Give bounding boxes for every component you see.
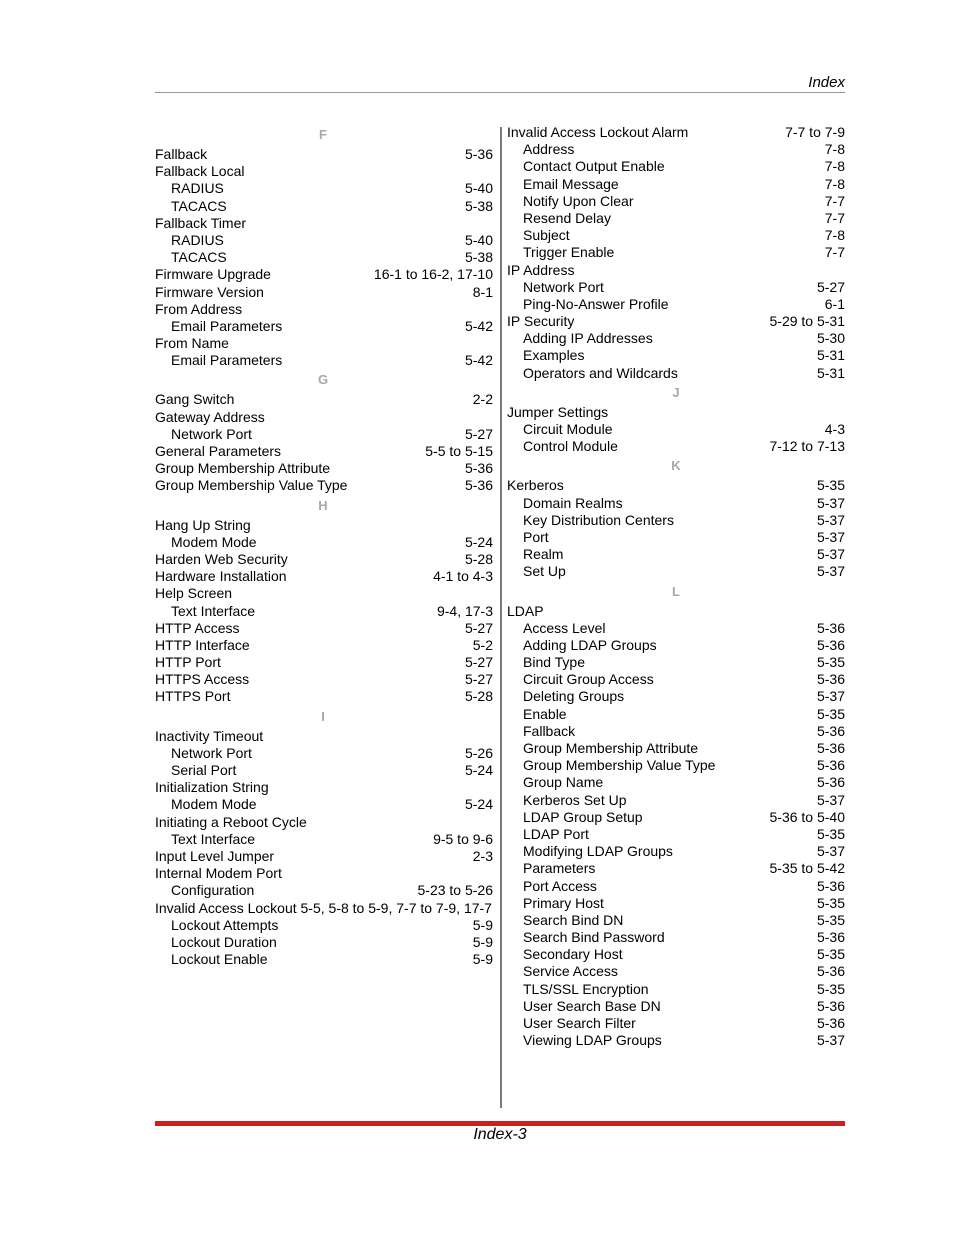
index-page-ref: 5-29 to 5-31 xyxy=(769,313,845,330)
index-term: IP Security xyxy=(507,313,575,330)
section-letter: K xyxy=(671,458,681,474)
index-page-ref: 5-42 xyxy=(464,317,493,334)
index-page-ref: 5-27 xyxy=(816,278,845,295)
index-entry xyxy=(507,477,845,494)
index-subentry xyxy=(507,843,845,860)
index-entry xyxy=(155,568,493,585)
index-term: Modem Mode xyxy=(171,533,257,550)
index-subentry xyxy=(507,688,845,705)
index-term: Modem Mode xyxy=(171,796,257,813)
index-page-ref: 5-37 xyxy=(816,546,845,563)
index-term: Circuit Group Access xyxy=(523,671,654,688)
index-subentry xyxy=(507,774,845,791)
index-page-ref: 7-7 xyxy=(824,244,845,261)
index-term: From Name xyxy=(155,335,229,352)
index-subentry xyxy=(155,762,493,779)
index-subentry xyxy=(507,981,845,998)
index-subentry xyxy=(507,878,845,895)
index-term: From Address xyxy=(155,300,243,317)
index-term: TACACS xyxy=(171,249,227,266)
index-subentry xyxy=(155,426,493,443)
index-page-ref: 5-37 xyxy=(816,511,845,528)
index-term: Operators and Wildcards xyxy=(523,364,678,381)
index-term: Adding LDAP Groups xyxy=(523,636,657,653)
index-entry xyxy=(155,551,493,568)
index-term: HTTPS Access xyxy=(155,671,250,688)
index-page-ref: 5-37 xyxy=(816,563,845,580)
index-page-ref: 5-9 xyxy=(472,951,493,968)
index-page-ref: 5-35 xyxy=(816,654,845,671)
index-term: Group Membership Attribute xyxy=(155,460,331,477)
index-term: Modifying LDAP Groups xyxy=(523,843,673,860)
index-term: TLS/SSL Encryption xyxy=(523,980,649,997)
index-term: Access Level xyxy=(523,619,606,636)
index-page-ref: 5-27 xyxy=(464,425,493,442)
index-subentry xyxy=(155,198,493,215)
index-subentry xyxy=(507,809,845,826)
index-term: Gang Switch xyxy=(155,391,235,408)
index-term: Ping-No-Answer Profile xyxy=(523,295,669,312)
index-term: HTTPS Port xyxy=(155,688,231,705)
index-term: Firmware Version xyxy=(155,283,264,300)
index-page-ref: 5-37 xyxy=(816,688,845,705)
index-entry xyxy=(507,124,845,141)
index-term: Initiating a Reboot Cycle xyxy=(155,813,307,830)
index-page-ref: 5-26 xyxy=(464,744,493,761)
index-page-ref: 5-28 xyxy=(464,688,493,705)
index-subentry xyxy=(507,860,845,877)
index-term: Group Membership Attribute xyxy=(523,740,699,756)
index-page-ref: 5-35 xyxy=(816,477,845,494)
index-term: Lockout Duration xyxy=(171,933,277,950)
index-subentry xyxy=(155,917,493,934)
index-term: Circuit Module xyxy=(523,421,613,437)
index-term: Serial Port xyxy=(171,762,237,778)
header-rule xyxy=(155,92,845,93)
index-term: Search Bind DN xyxy=(523,911,624,928)
index-term: RADIUS xyxy=(171,180,224,197)
index-page-ref: 5-37 xyxy=(816,528,845,545)
index-subentry xyxy=(507,279,845,296)
index-term: Resend Delay xyxy=(523,209,611,226)
index-page-ref: 4-1 to 4-3 xyxy=(433,568,493,585)
index-term: Input Level Jumper xyxy=(155,847,275,864)
index-page-ref: 5-5 to 5-15 xyxy=(425,443,493,459)
index-entry xyxy=(507,603,845,620)
index-term: Group Membership Value Type xyxy=(155,477,348,494)
index-page-ref: 5-9 xyxy=(472,916,493,933)
index-page-ref: 5-36 xyxy=(464,477,493,494)
index-term: Deleting Groups xyxy=(523,688,625,705)
index-page-ref: 5-35 to 5-42 xyxy=(769,860,845,877)
index-subentry xyxy=(155,249,493,266)
header-title: Index xyxy=(808,74,845,91)
index-subentry xyxy=(155,831,493,848)
index-entry xyxy=(155,728,493,745)
index-entry xyxy=(155,848,493,865)
index-subentry xyxy=(507,330,845,347)
section-letter: J xyxy=(672,384,680,400)
index-term: Parameters xyxy=(523,860,596,877)
index-term: Domain Realms xyxy=(523,494,623,511)
index-page-ref: 7-12 to 7-13 xyxy=(769,438,845,455)
index-page-ref: 5-9 xyxy=(472,933,493,950)
index-page-ref: 5-40 xyxy=(464,231,493,248)
index-subentry xyxy=(507,158,845,175)
index-page-ref: 5-38 xyxy=(464,249,493,266)
index-subentry xyxy=(507,512,845,529)
column-divider xyxy=(500,127,502,1108)
index-page-ref: 7-7 to 7-9 xyxy=(785,124,845,140)
index-page-ref: 5-36 xyxy=(816,757,845,774)
index-entry xyxy=(155,284,493,301)
index-entry xyxy=(155,517,493,534)
index-term: Port xyxy=(523,528,549,545)
section-letter: L xyxy=(672,583,680,599)
index-entry xyxy=(155,266,493,283)
index-column-right xyxy=(507,124,845,1049)
index-term: Trigger Enable xyxy=(523,244,615,261)
index-subentry xyxy=(507,757,845,774)
index-term: Email Parameters xyxy=(171,317,283,334)
index-subentry xyxy=(507,244,845,261)
index-term: LDAP Port xyxy=(523,825,589,842)
index-page-ref: 7-8 xyxy=(824,158,845,175)
index-term: Key Distribution Centers xyxy=(523,511,674,528)
index-subentry xyxy=(155,534,493,551)
section-letter: F xyxy=(319,127,327,142)
index-entry xyxy=(155,409,493,426)
index-page-ref: 5-31 xyxy=(816,364,845,381)
index-page-ref: 5-23 to 5-26 xyxy=(417,882,493,899)
index-entry xyxy=(155,865,493,882)
index-page-ref: 5-36 xyxy=(464,146,493,162)
index-page-ref: 5-36 xyxy=(816,774,845,791)
index-term: General Parameters xyxy=(155,443,282,459)
index-page-ref: 5-30 xyxy=(816,330,845,347)
index-subentry xyxy=(155,603,493,620)
index-term: Primary Host xyxy=(523,894,604,911)
index-page-ref: 5-36 xyxy=(816,877,845,894)
index-page-ref: 5-24 xyxy=(464,796,493,813)
index-entry xyxy=(155,671,493,688)
index-subentry xyxy=(507,723,845,740)
index-subentry xyxy=(155,882,493,899)
index-column-left xyxy=(155,124,493,968)
index-page-ref: 5-42 xyxy=(464,352,493,369)
index-entry xyxy=(155,391,493,408)
index-term: Port Access xyxy=(523,877,597,894)
index-page-ref: 5-36 xyxy=(816,997,845,1014)
index-page-ref: 5-35 xyxy=(816,980,845,997)
index-page-ref: 5-37 xyxy=(816,1032,845,1049)
index-entry xyxy=(155,146,493,163)
index-term: Text Interface xyxy=(171,830,256,847)
index-page-ref: 5-36 xyxy=(816,929,845,946)
section-letter: G xyxy=(317,372,329,388)
index-term: Network Port xyxy=(523,278,604,295)
index-page-ref: 8-1 xyxy=(472,283,493,300)
index-page-ref: 6-1 xyxy=(824,295,845,312)
index-entry xyxy=(155,654,493,671)
index-term: Email Parameters xyxy=(171,352,283,369)
index-term: Internal Modem Port xyxy=(155,865,282,882)
index-entry xyxy=(507,313,845,330)
index-page-ref: 5-35 xyxy=(816,825,845,842)
index-entry xyxy=(155,779,493,796)
index-term: Enable xyxy=(523,705,567,722)
index-subentry xyxy=(507,740,845,757)
index-subentry xyxy=(507,912,845,929)
index-term: Network Port xyxy=(171,425,252,442)
index-subentry xyxy=(507,563,845,580)
index-subentry xyxy=(507,1032,845,1049)
index-entry xyxy=(155,688,493,705)
index-term: Harden Web Security xyxy=(155,550,288,567)
index-entry xyxy=(155,900,493,917)
index-subentry xyxy=(507,706,845,723)
index-subentry xyxy=(507,998,845,1015)
index-term: Secondary Host xyxy=(523,946,623,963)
index-term: Configuration xyxy=(171,882,255,899)
index-term: HTTP Access xyxy=(155,619,240,636)
index-term: Examples xyxy=(523,347,585,364)
index-page-ref: 5-27 xyxy=(464,671,493,688)
index-term: Kerberos Set Up xyxy=(523,791,627,808)
index-subentry xyxy=(507,529,845,546)
index-term: Adding IP Addresses xyxy=(523,330,653,347)
index-subentry xyxy=(507,946,845,963)
index-term: RADIUS xyxy=(171,231,224,248)
index-page-ref: 2-2 xyxy=(472,391,493,408)
index-page-ref: 5-37 xyxy=(816,843,845,860)
index-page-ref: 5-36 xyxy=(816,1015,845,1031)
index-term: Notify Upon Clear xyxy=(523,192,634,209)
index-term: Subject xyxy=(523,227,570,244)
index-page-ref: 5-37 xyxy=(816,791,845,808)
index-subentry xyxy=(155,796,493,813)
index-subentry xyxy=(507,792,845,809)
index-page-ref: 5-35 xyxy=(816,894,845,911)
index-subentry xyxy=(507,929,845,946)
index-term: Gateway Address xyxy=(155,408,265,425)
index-page-ref: 5-38 xyxy=(464,197,493,214)
section-letter: H xyxy=(318,497,328,513)
index-page-ref: 5-24 xyxy=(464,762,493,778)
index-term: Bind Type xyxy=(523,654,586,671)
index-page-ref: 5-35 xyxy=(816,911,845,928)
index-entry xyxy=(155,620,493,637)
index-term: Hang Up String xyxy=(155,516,251,533)
index-term: HTTP Interface xyxy=(155,636,250,653)
index-term: Email Message xyxy=(523,175,619,192)
index-term: Viewing LDAP Groups xyxy=(523,1032,662,1049)
index-page-ref: 5-27 xyxy=(464,619,493,636)
index-subentry xyxy=(507,193,845,210)
index-term: Realm xyxy=(523,546,564,563)
index-term: IP Address xyxy=(507,261,575,278)
index-subentry xyxy=(507,365,845,382)
index-term: Control Module xyxy=(523,438,618,455)
index-term: Set Up xyxy=(523,563,566,580)
index-subentry xyxy=(507,963,845,980)
index-term: Hardware Installation xyxy=(155,568,287,585)
index-page-ref: 5-28 xyxy=(464,550,493,567)
index-term: Group Membership Value Type xyxy=(523,757,716,774)
index-subentry xyxy=(155,232,493,249)
index-page-ref: 5-36 xyxy=(816,963,845,980)
index-page-ref: 5-36 to 5-40 xyxy=(769,808,845,825)
index-term: Invalid Access Lockout Alarm xyxy=(507,124,689,140)
index-term: LDAP xyxy=(507,602,544,619)
index-term: Lockout Attempts xyxy=(171,916,279,933)
index-subentry xyxy=(507,438,845,455)
index-page-ref: 4-3 xyxy=(824,421,845,437)
index-subentry xyxy=(507,296,845,313)
index-term: Fallback Timer xyxy=(155,214,247,231)
index-page-ref: 5-36 xyxy=(816,740,845,756)
index-entry xyxy=(155,215,493,232)
index-entry xyxy=(507,404,845,421)
index-term: Kerberos xyxy=(507,477,564,494)
index-subentry xyxy=(507,620,845,637)
index-subentry xyxy=(155,934,493,951)
index-term: Fallback Local xyxy=(155,163,245,180)
index-page-ref: 5-36 xyxy=(464,460,493,477)
index-page-ref: 7-8 xyxy=(824,141,845,158)
index-entry xyxy=(507,262,845,279)
index-page-ref: 5-27 xyxy=(464,654,493,671)
index-term: Help Screen xyxy=(155,585,233,602)
index-term: Inactivity Timeout xyxy=(155,727,264,744)
section-letter: I xyxy=(321,708,325,724)
index-entry xyxy=(155,163,493,180)
index-page-ref: 7-7 xyxy=(824,209,845,226)
index-term: Search Bind Password xyxy=(523,929,665,946)
index-entry xyxy=(155,335,493,352)
index-term: Invalid Access Lockout 5-5, 5-8 to 5-9, 7-7 to 7-9, 17-7 xyxy=(155,899,492,916)
index-subentry xyxy=(507,227,845,244)
index-entry xyxy=(155,301,493,318)
index-subentry xyxy=(507,654,845,671)
index-page-ref: 2-3 xyxy=(472,847,493,864)
index-subentry xyxy=(507,495,845,512)
index-page-ref: 5-24 xyxy=(464,533,493,550)
index-entry xyxy=(155,477,493,494)
index-term: Firmware Upgrade xyxy=(155,266,271,283)
index-term: Group Name xyxy=(523,774,604,791)
index-subentry xyxy=(507,826,845,843)
index-term: Fallback xyxy=(523,722,576,739)
index-page-ref: 7-8 xyxy=(824,175,845,192)
index-page-ref: 5-36 xyxy=(816,636,845,653)
index-page-ref: 5-37 xyxy=(816,494,845,511)
page-number: Index-3 xyxy=(473,1126,527,1143)
index-page-ref: 5-2 xyxy=(472,636,493,653)
index-page-ref: 5-40 xyxy=(464,180,493,197)
index-term: Lockout Enable xyxy=(171,951,268,968)
index-term: User Search Base DN xyxy=(523,997,661,1014)
index-page-ref: 5-36 xyxy=(816,722,845,739)
index-entry xyxy=(155,460,493,477)
index-term: Jumper Settings xyxy=(507,403,609,420)
index-subentry xyxy=(507,347,845,364)
index-subentry xyxy=(155,180,493,197)
index-subentry xyxy=(155,352,493,369)
index-entry xyxy=(155,443,493,460)
index-term: Address xyxy=(523,141,575,158)
index-term: Initialization String xyxy=(155,779,269,796)
index-term: Fallback xyxy=(155,146,208,162)
index-term: Text Interface xyxy=(171,602,256,619)
index-page-ref: 9-4, 17-3 xyxy=(436,602,493,619)
index-page-ref: 5-35 xyxy=(816,705,845,722)
index-term: LDAP Group Setup xyxy=(523,808,643,825)
index-subentry xyxy=(155,745,493,762)
index-page-ref: 5-31 xyxy=(816,347,845,364)
index-subentry xyxy=(507,637,845,654)
index-subentry xyxy=(155,951,493,968)
index-subentry xyxy=(155,318,493,335)
index-page-ref: 7-8 xyxy=(824,227,845,244)
index-term: HTTP Port xyxy=(155,654,221,671)
index-subentry xyxy=(507,210,845,227)
index-subentry xyxy=(507,546,845,563)
index-subentry xyxy=(507,421,845,438)
index-page-ref: 5-35 xyxy=(816,946,845,963)
index-entry xyxy=(155,637,493,654)
index-subentry xyxy=(507,671,845,688)
index-subentry xyxy=(507,1015,845,1032)
index-term: Contact Output Enable xyxy=(523,158,665,175)
index-page-ref: 16-1 to 16-2, 17-10 xyxy=(373,266,493,283)
index-entry xyxy=(155,585,493,602)
index-subentry xyxy=(507,141,845,158)
index-page-ref: 5-36 xyxy=(816,671,845,688)
index-subentry xyxy=(507,176,845,193)
index-term: Service Access xyxy=(523,963,618,980)
index-page-ref: 5-36 xyxy=(816,619,845,636)
index-page-ref: 7-7 xyxy=(824,192,845,209)
index-entry xyxy=(155,814,493,831)
index-term: User Search Filter xyxy=(523,1015,636,1031)
index-page-ref: 9-5 to 9-6 xyxy=(433,830,493,847)
index-term: TACACS xyxy=(171,197,227,214)
index-subentry xyxy=(507,895,845,912)
index-term: Network Port xyxy=(171,744,252,761)
